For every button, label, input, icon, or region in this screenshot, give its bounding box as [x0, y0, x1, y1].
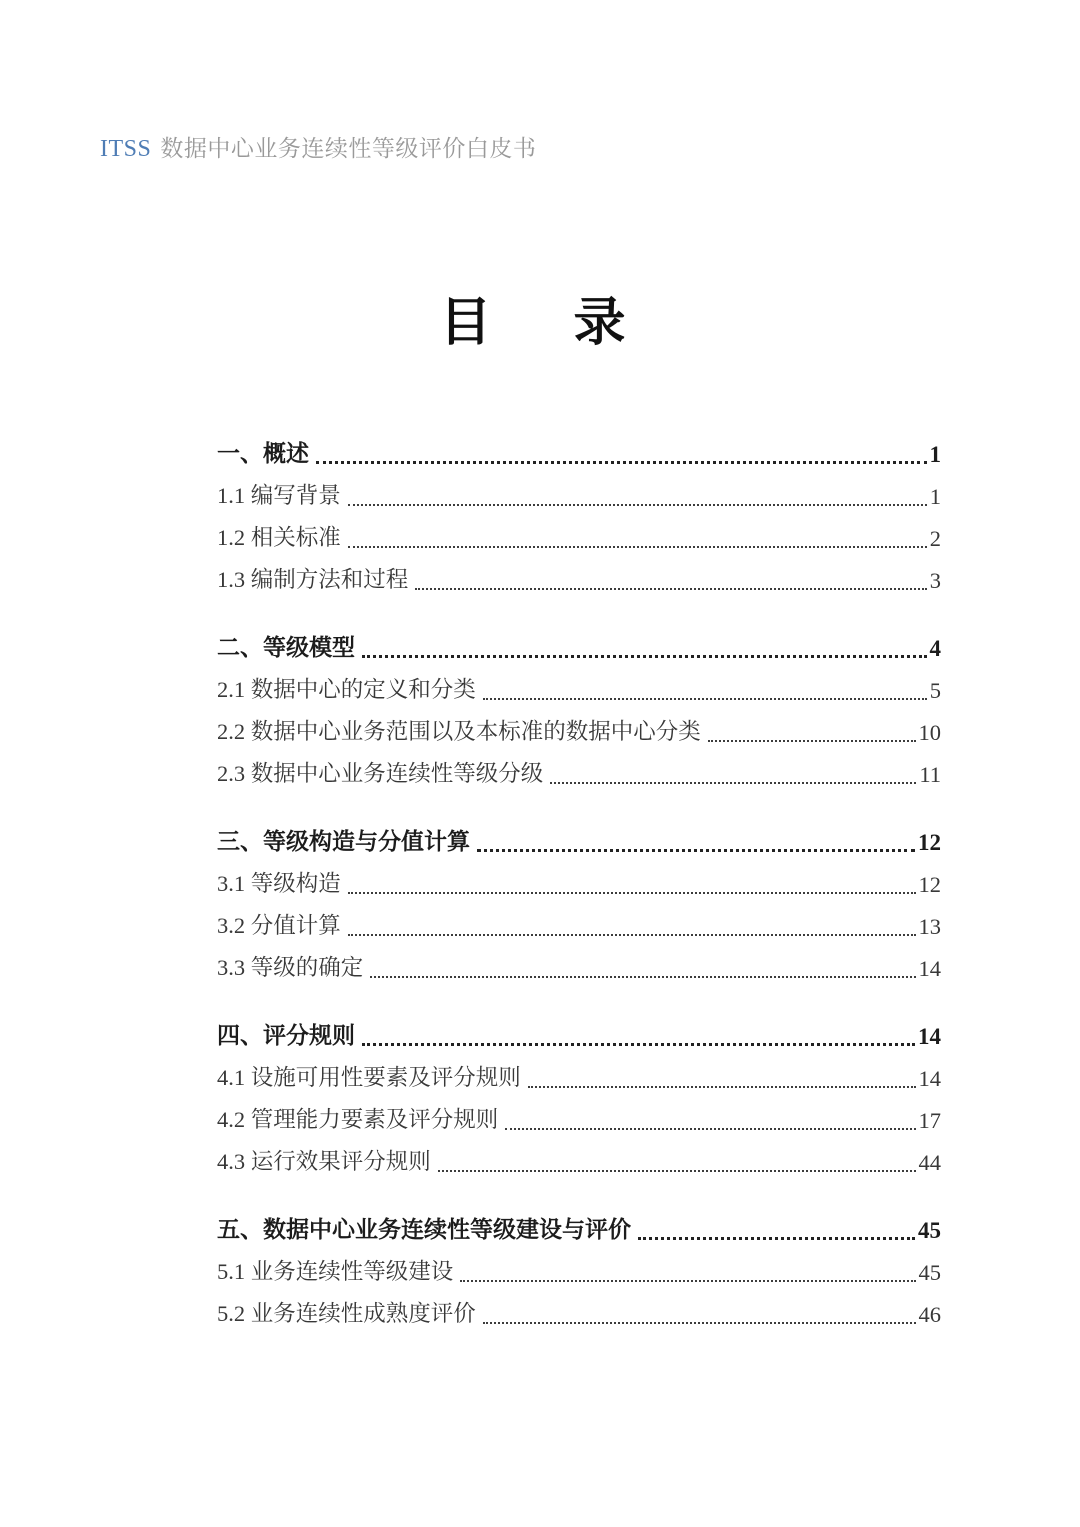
dot-leader [348, 504, 927, 506]
dot-leader [362, 1043, 915, 1046]
dot-leader [528, 1086, 916, 1088]
toc-entry-label: 1.1 编写背景 [217, 483, 341, 508]
toc-section-5 [217, 1217, 941, 1328]
dot-leader [550, 782, 916, 784]
toc-entry-page: 1 [929, 484, 941, 509]
toc-entry [217, 1301, 941, 1328]
toc-entry-page: 14 [918, 1066, 941, 1091]
toc-entry-page: 10 [918, 720, 941, 745]
toc-entry-page: 1 [929, 442, 941, 467]
toc-entry-label: 2.3 数据中心业务连续性等级分级 [217, 761, 544, 786]
dot-leader [348, 546, 927, 548]
toc-entry-label: 五、数据中心业务连续性等级建设与评价 [217, 1217, 631, 1242]
toc-entry-page: 4 [929, 636, 941, 661]
toc-entry [217, 913, 941, 940]
toc-section-heading [217, 829, 941, 856]
toc-entry-page: 12 [918, 872, 941, 897]
toc-entry-page: 5 [929, 678, 941, 703]
toc-entry [217, 955, 941, 982]
toc-entry [217, 761, 941, 788]
toc-entry-page: 12 [918, 830, 941, 855]
toc-entry-page: 3 [929, 568, 941, 593]
toc-entry-page: 13 [918, 914, 941, 939]
toc-entry [217, 483, 941, 510]
dot-leader [362, 655, 927, 658]
toc-entry-label: 一、概述 [217, 441, 309, 466]
brand-label: ITSS [100, 136, 152, 162]
toc-section-heading [217, 441, 941, 468]
toc-entry [217, 525, 941, 552]
toc-entry [217, 719, 941, 746]
toc-section-4 [217, 1023, 941, 1176]
dot-leader [483, 698, 927, 700]
toc-entry-label: 3.1 等级构造 [217, 871, 341, 896]
toc-entry-page: 11 [919, 762, 941, 787]
toc-entry-label: 二、等级模型 [217, 635, 355, 660]
toc-entry [217, 871, 941, 898]
toc-section-heading [217, 1023, 941, 1050]
table-of-contents [217, 441, 941, 1346]
toc-entry-page: 2 [929, 526, 941, 551]
toc-section-1 [217, 441, 941, 594]
document-header [100, 130, 536, 163]
toc-entry-page: 45 [918, 1260, 941, 1285]
dot-leader [708, 740, 916, 742]
dot-leader [316, 461, 927, 464]
toc-entry [217, 1149, 941, 1176]
toc-entry-page: 14 [918, 956, 941, 981]
toc-entry-label: 1.3 编制方法和过程 [217, 567, 409, 592]
dot-leader [348, 892, 916, 894]
dot-leader [460, 1280, 915, 1282]
toc-section-2 [217, 635, 941, 788]
toc-entry-page: 17 [918, 1108, 941, 1133]
toc-entry [217, 1065, 941, 1092]
toc-entry-label: 5.2 业务连续性成熟度评价 [217, 1301, 476, 1326]
toc-entry-label: 4.1 设施可用性要素及评分规则 [217, 1065, 521, 1090]
dot-leader [638, 1237, 915, 1240]
toc-entry [217, 1107, 941, 1134]
header-title: 数据中心业务连续性等级评价白皮书 [160, 136, 537, 161]
toc-entry-label: 1.2 相关标准 [217, 525, 341, 550]
toc-page-title: 目 录 [439, 295, 641, 352]
toc-section-heading [217, 635, 941, 662]
toc-entry-page: 45 [918, 1218, 941, 1243]
toc-entry-label: 四、评分规则 [217, 1023, 355, 1048]
toc-entry [217, 677, 941, 704]
toc-entry [217, 1259, 941, 1286]
toc-entry-label: 3.3 等级的确定 [217, 955, 364, 980]
toc-entry [217, 567, 941, 594]
toc-entry-page: 44 [918, 1150, 941, 1175]
toc-entry-label: 2.2 数据中心业务范围以及本标准的数据中心分类 [217, 719, 701, 744]
toc-entry-page: 46 [918, 1302, 941, 1327]
dot-leader [348, 934, 916, 936]
dot-leader [438, 1170, 916, 1172]
dot-leader [483, 1322, 916, 1324]
dot-leader [505, 1128, 915, 1130]
toc-entry-label: 4.2 管理能力要素及评分规则 [217, 1107, 499, 1132]
toc-section-heading [217, 1217, 941, 1244]
toc-entry-label: 三、等级构造与分值计算 [217, 829, 470, 854]
toc-entry-label: 3.2 分值计算 [217, 913, 341, 938]
toc-section-3 [217, 829, 941, 982]
dot-leader [477, 849, 915, 852]
toc-entry-label: 2.1 数据中心的定义和分类 [217, 677, 476, 702]
dot-leader [370, 976, 915, 978]
toc-entry-label: 5.1 业务连续性等级建设 [217, 1259, 454, 1284]
toc-entry-page: 14 [918, 1024, 941, 1049]
dot-leader [415, 588, 926, 590]
toc-entry-label: 4.3 运行效果评分规则 [217, 1149, 431, 1174]
